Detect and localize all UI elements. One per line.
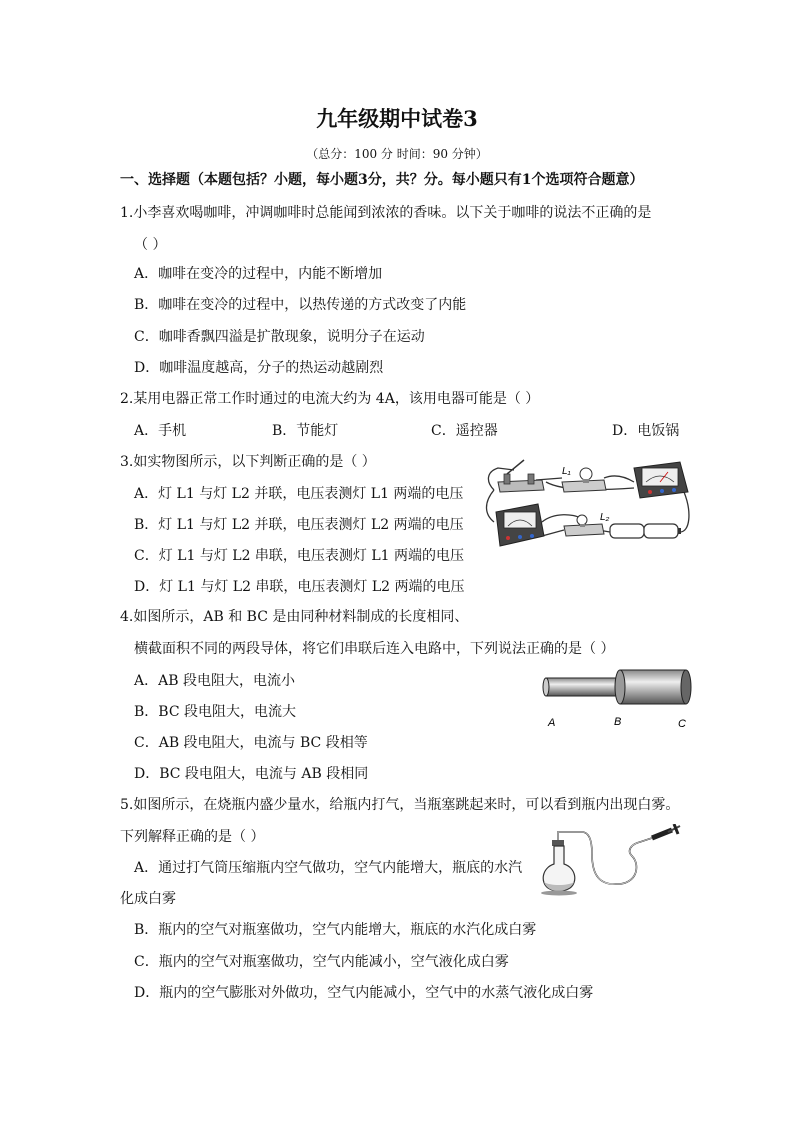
air-pump-icon xyxy=(652,824,680,838)
question-4-stem-line2: 横截面积不同的两段导体，将它们串联后连入电路中，下列说法正确的是（ ） xyxy=(134,641,615,657)
question-5-option-d: D．瓶内的空气膨胀对外做功，空气内能减小，空气中的水蒸气液化成白雾 xyxy=(134,985,594,1001)
meter-left-icon xyxy=(496,504,544,546)
thick-conductor-bc xyxy=(615,670,691,704)
exam-title: 九年级期中试卷3 xyxy=(316,106,478,131)
question-2-option-d: D．电饭锅 xyxy=(612,423,680,439)
flask-pump-figure xyxy=(536,824,682,896)
question-4-option-d: D．BC 段电阻大，电流与 AB 段相同 xyxy=(134,766,369,782)
switch-icon xyxy=(498,460,544,492)
question-4-stem-line1: 4.如图所示，AB 和 BC 是由同种材料制成的长度相同、 xyxy=(120,609,469,625)
question-1-option-d: D．咖啡温度越高，分子的热运动越剧烈 xyxy=(134,360,384,376)
question-4-option-b: B．BC 段电阻大，电流大 xyxy=(134,704,296,720)
circuit-diagram-figure xyxy=(484,452,694,556)
thin-conductor-ab xyxy=(543,678,620,696)
question-5-option-a-line2: 化成白雾 xyxy=(120,891,176,907)
point-a-label: A xyxy=(548,717,556,729)
question-1-option-c: C．咖啡香飘四溢是扩散现象，说明分子在运动 xyxy=(134,329,425,345)
point-c-label: C xyxy=(678,718,686,730)
question-2-stem: 2.某用电器正常工作时通过的电流大约为 4A，该用电器可能是（ ） xyxy=(120,391,540,407)
question-3-option-d: D．灯 L1 与灯 L2 串联，电压表测灯 L2 两端的电压 xyxy=(134,579,465,595)
exam-subtitle: （总分：100 分 时间：90 分钟） xyxy=(306,147,488,161)
question-1-option-a: A．咖啡在变冷的过程中，内能不断增加 xyxy=(134,266,383,282)
question-5-stem-line1: 5.如图所示，在烧瓶内盛少量水，给瓶内打气，当瓶塞跳起来时，可以看到瓶内出现白雾。 xyxy=(120,797,680,813)
lamp-l1-label: L₁ xyxy=(562,466,571,477)
section-heading: 一、选择题（本题包括？小题，每小题3分，共？分。每小题只有1个选项符合题意） xyxy=(120,172,644,188)
question-4-option-a: A．AB 段电阻大，电流小 xyxy=(134,673,295,689)
point-b-label: B xyxy=(614,716,622,728)
question-5-option-b: B．瓶内的空气对瓶塞做功，空气内能增大，瓶底的水汽化成白雾 xyxy=(134,922,537,938)
question-2-option-b: B．节能灯 xyxy=(272,423,339,439)
conductor-figure xyxy=(540,666,694,732)
question-1-stem: 1.小李喜欢喝咖啡，冲调咖啡时总能闻到浓浓的香味。以下关于咖啡的说法不正确的是 xyxy=(120,205,652,221)
question-3-option-b: B．灯 L1 与灯 L2 并联，电压表测灯 L2 两端的电压 xyxy=(134,517,464,533)
voltmeter-icon xyxy=(634,462,688,498)
question-2-option-a: A．手机 xyxy=(134,423,187,439)
question-1-answer-paren: （ ） xyxy=(134,237,167,253)
lamp-l2-label: L₂ xyxy=(600,512,610,523)
lamp-l2-icon xyxy=(564,515,604,536)
question-1-option-b: B．咖啡在变冷的过程中，以热传递的方式改变了内能 xyxy=(134,297,467,313)
question-5-option-c: C．瓶内的空气对瓶塞做功，空气内能减小，空气液化成白雾 xyxy=(134,954,509,970)
battery-pack-icon xyxy=(610,524,681,538)
question-3-stem: 3.如实物图所示，以下判断正确的是（ ） xyxy=(120,454,376,470)
question-3-option-c: C．灯 L1 与灯 L2 串联，电压表测灯 L1 两端的电压 xyxy=(134,548,465,564)
question-5-stem-line2: 下列解释正确的是（ ） xyxy=(120,829,265,845)
question-2-option-c: C．遥控器 xyxy=(431,423,498,439)
question-4-option-c: C．AB 段电阻大，电流与 BC 段相等 xyxy=(134,735,368,751)
question-3-option-a: A．灯 L1 与灯 L2 并联，电压表测灯 L1 两端的电压 xyxy=(134,486,464,502)
flask-icon xyxy=(541,840,577,896)
question-5-option-a-line1: A．通过打气筒压缩瓶内空气做功，空气内能增大，瓶底的水汽 xyxy=(134,860,523,876)
